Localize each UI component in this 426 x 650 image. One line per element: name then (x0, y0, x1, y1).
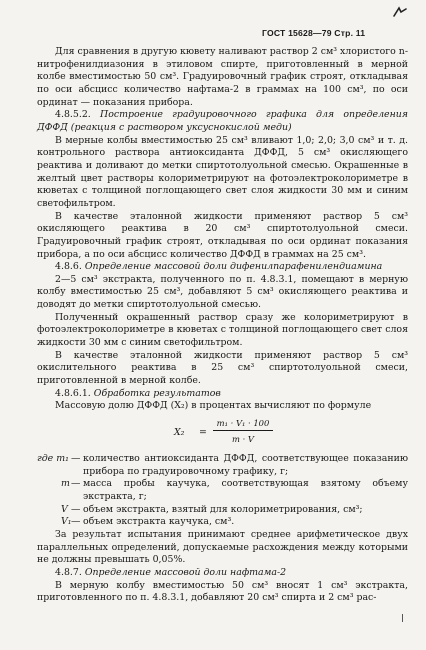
section-number: 4.8.6. (55, 261, 82, 273)
document-body (37, 46, 408, 605)
paragraph: В мерные колбы вместимостью 25 см³ вливают 1,0; 2,0; 3,0 см³ и т. д. контрольного раствора антиоксиданта ДФФД, 5 см³ окисляющего реактива и доливают до метки спиртотолуольной смесью. Окрашенные в желтый цвет растворы колориметрируют на фотоэлектроколориметре в кюветах с толщиной поглощающего свет слоя жидкости 30 мм и синим светофильтром. (37, 134, 408, 209)
margin-mark (402, 614, 403, 622)
section-title: Определение массовой доли дифенилпарафенилендиамина (84, 261, 383, 273)
definition-dash: — (71, 453, 81, 465)
paragraph: В мерную колбу вместимостью 50 см³ вносят 1 см³ экстракта, приготовленного по п. 4.8.3.1, добавляют 20 см³ спирта и 2 см³ рас- (37, 579, 408, 604)
definition-symbol: m (61, 478, 70, 490)
page-header: ГОСТ 15628—79 Стр. 11 (262, 28, 366, 38)
definition-row (37, 478, 408, 503)
formula-numerator: m₁ · V₁ · 100 (216, 418, 270, 429)
definition-row (37, 516, 408, 529)
section-title: Определение массовой доли нафтама-2 (84, 566, 287, 578)
corner-mark-icon (392, 6, 408, 18)
formula (37, 417, 408, 451)
definition-symbol: V (61, 503, 68, 515)
paragraph: За результат испытания принимают среднее арифметическое двух параллельных определений, допускаемые расхождения между которыми не должны превышать 0,05%. (37, 528, 408, 566)
paragraph: Полученный окрашенный раствор сразу же колориметрируют в фотоэлектроколориметре в кюветах с толщиной поглощающего свет слоя жидкости 30 мм с синим светофильтром. (37, 311, 408, 349)
paragraph: Массовую долю ДФФД (X₂) в процентах вычисляют по формуле (55, 400, 372, 412)
section-number: 4.8.6.1. (55, 387, 91, 399)
section-heading (37, 388, 408, 401)
fraction-bar (213, 430, 273, 431)
section-number: 4.8.5.2. (55, 109, 91, 121)
paragraph: В качестве эталонной жидкости применяют раствор 5 см³ окисляющего реактива в 20 см³ спиртотолуольной смеси. Градуировочный график строят, откладывая по оси ординат показания прибора, а по оси абсцисс количество ДФФД в граммах на 25 см³. (37, 210, 408, 260)
paragraph: В качестве эталонной жидкости применяют раствор 5 см³ окислительного реактива в 25 см³ спиртотолуольной смеси, приготовленной в мерной колбе. (37, 349, 408, 387)
definition-symbol: V₁ (61, 516, 72, 528)
formula-lhs: X₂ (174, 427, 185, 439)
paragraph: 2—5 см³ экстракта, полученного по п. 4.8.3.1, помещают в мерную колбу вместимостью 25 см³, добавляют 5 см³ окисляющего реактива и доводят до метки спиртотолуольной смесью. (37, 273, 408, 311)
section-title: Построение градуировочного графика для определения ДФФД (реакция с раствором уксуснокислой меди) (37, 109, 409, 133)
formula-denominator: m · V (232, 434, 254, 445)
definition-text: объем экстракта, взятый для колориметрирования, см³; (83, 503, 363, 515)
paragraph: Для сравнения в другую кювету наливают раствор 2 см³ хлористого n-нитрофенилдиазония в этиловом спирте, приготовленный в мерной колбе вместимостью 50 см³. Градуировочный график строят, откладывая по оси абсцисс количество нафтама-2 в граммах на 100 см³, по оси ординат — показания прибора. (37, 46, 408, 108)
definition-row (37, 504, 408, 517)
section-number: 4.8.7. (55, 566, 82, 578)
definition-text: количество антиоксиданта ДФФД, соответствующее показанию прибора по градуировочному графику, г; (83, 453, 408, 477)
definition-symbol: где m₁ (37, 453, 69, 465)
definition-dash: — (71, 478, 81, 490)
section-heading (37, 109, 408, 134)
definition-dash: — (71, 516, 81, 528)
section-heading (37, 567, 408, 580)
definition-row (37, 453, 408, 478)
section-heading (37, 261, 408, 274)
definition-text: масса пробы каучука, соответствующая взятому объему экстракта, г; (83, 478, 408, 502)
definition-text: объем экстракта каучука, см³. (83, 516, 235, 528)
section-title: Обработка результатов (93, 387, 221, 399)
definition-dash: — (71, 503, 81, 515)
formula-equals: = (199, 427, 207, 439)
